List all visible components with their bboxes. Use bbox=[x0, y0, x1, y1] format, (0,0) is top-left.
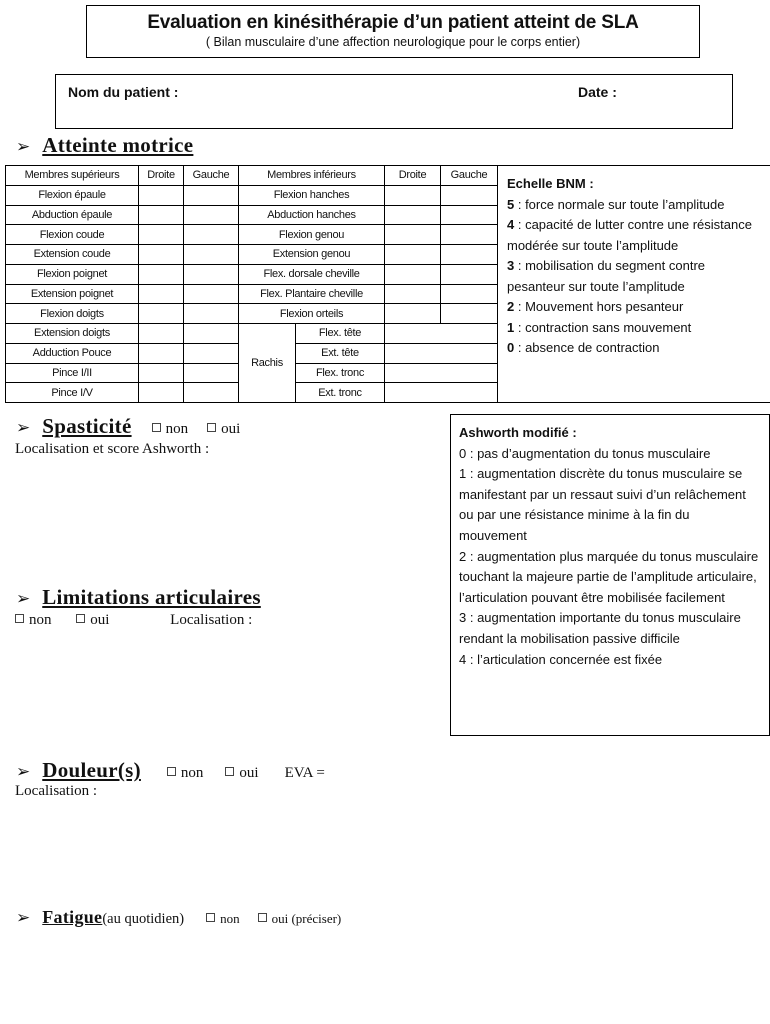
rachis-label: Rachis bbox=[239, 324, 296, 403]
spasticity-oui-label: oui bbox=[221, 421, 241, 437]
lower-gauche-cell[interactable] bbox=[441, 264, 498, 284]
upper-gauche-cell[interactable] bbox=[184, 205, 239, 225]
upper-gauche-cell[interactable] bbox=[184, 383, 239, 403]
lower-gauche-cell[interactable] bbox=[441, 284, 498, 304]
bnm-scale-grade: 1 bbox=[507, 319, 515, 335]
rachis-score-cell[interactable] bbox=[385, 383, 498, 403]
bnm-scale-grade: 4 bbox=[507, 217, 515, 232]
page-subtitle: ( Bilan musculaire d’une affection neurologique pour le corps entier) bbox=[205, 35, 581, 49]
title-box bbox=[86, 5, 700, 58]
motor-table bbox=[5, 165, 770, 403]
upper-gauche-cell[interactable] bbox=[184, 264, 239, 284]
bnm-scale-description: : contraction sans mouvement bbox=[514, 319, 692, 335]
fatigue-oui-label: oui (préciser) bbox=[271, 911, 342, 926]
lower-muscle-label: Extension genou bbox=[239, 245, 385, 265]
lower-droite-cell[interactable] bbox=[385, 225, 441, 245]
rachis-muscle-label: Flex. tronc bbox=[296, 363, 385, 383]
upper-gauche-cell[interactable] bbox=[184, 185, 239, 205]
fatigue-heading-text: Fatigue bbox=[42, 907, 103, 927]
upper-muscle-label: Flexion coude bbox=[6, 225, 139, 245]
fatigue-oui-checkbox[interactable] bbox=[258, 911, 342, 927]
upper-muscle-label: Extension poignet bbox=[6, 284, 139, 304]
bnm-scale-grade: 5 bbox=[507, 196, 515, 212]
bnm-scale-grade: 0 bbox=[507, 340, 515, 355]
pain-localisation: Localisation : bbox=[15, 783, 98, 799]
spasticity-non-checkbox[interactable] bbox=[152, 421, 189, 438]
lower-muscle-label: Flexion genou bbox=[239, 225, 385, 245]
bnm-scale-item bbox=[507, 338, 764, 359]
upper-muscle-label: Extension doigts bbox=[6, 324, 139, 344]
rachis-score-cell[interactable] bbox=[385, 324, 498, 344]
upper-muscle-label: Pince I/V bbox=[6, 383, 139, 403]
pain-oui-checkbox[interactable] bbox=[225, 765, 258, 782]
limitations-heading-text: Limitations articulaires bbox=[42, 585, 261, 609]
bnm-scale-item bbox=[507, 195, 764, 216]
pain-non-checkbox[interactable] bbox=[167, 765, 204, 782]
upper-droite-cell[interactable] bbox=[139, 363, 184, 383]
lower-muscle-label: Flex. dorsale cheville bbox=[239, 264, 385, 284]
motor-heading-text: Atteinte motrice bbox=[42, 133, 194, 157]
rachis-score-cell[interactable] bbox=[385, 343, 498, 363]
upper-muscle-label: Flexion doigts bbox=[6, 304, 139, 324]
bnm-scale-item bbox=[507, 318, 764, 339]
bnm-scale-item bbox=[507, 297, 764, 318]
upper-muscle-label: Flexion épaule bbox=[6, 185, 139, 205]
lower-droite-cell[interactable] bbox=[385, 205, 441, 225]
arrow-bullet-icon: ➢ bbox=[16, 418, 31, 438]
upper-droite-cell[interactable] bbox=[139, 304, 184, 324]
header-gauche: Gauche bbox=[441, 166, 498, 186]
upper-muscle-label: Abduction épaule bbox=[6, 205, 139, 225]
upper-gauche-cell[interactable] bbox=[184, 343, 239, 363]
table-header-row bbox=[6, 166, 770, 186]
bnm-scale-description: : capacité de lutter contre une résistance modérée sur toute l’amplitude bbox=[507, 217, 752, 253]
limitations-oui-checkbox[interactable] bbox=[76, 612, 109, 628]
pain-non-label: non bbox=[180, 765, 204, 781]
upper-gauche-cell[interactable] bbox=[184, 245, 239, 265]
upper-droite-cell[interactable] bbox=[139, 343, 184, 363]
bnm-scale-grade: 2 bbox=[507, 299, 515, 314]
bnm-scale-item bbox=[507, 215, 764, 256]
lower-droite-cell[interactable] bbox=[385, 185, 441, 205]
bnm-scale-description: : absence de contraction bbox=[514, 340, 660, 355]
upper-gauche-cell[interactable] bbox=[184, 324, 239, 344]
lower-muscle-label: Flexion hanches bbox=[239, 185, 385, 205]
spasticity-oui-checkbox[interactable] bbox=[207, 421, 240, 438]
bnm-scale-item bbox=[507, 256, 764, 297]
fatigue-suffix: (au quotidien) bbox=[102, 911, 185, 927]
upper-droite-cell[interactable] bbox=[139, 383, 184, 403]
ashworth-box bbox=[450, 414, 770, 736]
pain-heading-text: Douleur(s) bbox=[42, 758, 141, 782]
bnm-scale-title: Echelle BNM : bbox=[507, 176, 594, 191]
upper-muscle-label: Adduction Pouce bbox=[6, 343, 139, 363]
upper-droite-cell[interactable] bbox=[139, 225, 184, 245]
upper-droite-cell[interactable] bbox=[139, 324, 184, 344]
header-droite: Droite bbox=[139, 166, 184, 186]
lower-gauche-cell[interactable] bbox=[441, 185, 498, 205]
lower-muscle-label: Abduction hanches bbox=[239, 205, 385, 225]
upper-droite-cell[interactable] bbox=[139, 185, 184, 205]
header-droite: Droite bbox=[385, 166, 441, 186]
ashworth-item: 4 : l’articulation concernée est fixée bbox=[459, 651, 663, 667]
spasticity-heading bbox=[16, 414, 240, 439]
upper-muscle-label: Flexion poignet bbox=[6, 264, 139, 284]
spasticity-non-label: non bbox=[165, 421, 189, 437]
limitations-non-label: non bbox=[29, 612, 52, 628]
lower-gauche-cell[interactable] bbox=[441, 205, 498, 225]
upper-gauche-cell[interactable] bbox=[184, 363, 239, 383]
ashworth-title: Ashworth modifié : bbox=[459, 425, 577, 440]
fatigue-non-label: non bbox=[220, 911, 240, 926]
limitations-options bbox=[15, 612, 252, 629]
lower-droite-cell[interactable] bbox=[385, 284, 441, 304]
upper-muscle-label: Pince I/II bbox=[6, 363, 139, 383]
upper-muscle-label: Extension coude bbox=[6, 245, 139, 265]
motor-heading bbox=[16, 133, 193, 158]
limitations-localisation: Localisation : bbox=[170, 612, 253, 628]
limitations-oui-label: oui bbox=[90, 612, 110, 628]
ashworth-item: 1 : augmentation discrète du tonus musculaire se manifestant par un ressaut suivi d’un relâchement ou par une résistance minime à la fin du mouvement bbox=[459, 466, 746, 543]
lower-muscle-label: Flexion orteils bbox=[239, 304, 385, 324]
upper-droite-cell[interactable] bbox=[139, 264, 184, 284]
lower-droite-cell[interactable] bbox=[385, 264, 441, 284]
lower-droite-cell[interactable] bbox=[385, 245, 441, 265]
upper-droite-cell[interactable] bbox=[139, 245, 184, 265]
pain-eva-field: EVA = bbox=[284, 765, 325, 781]
ashworth-item: 3 : augmentation importante du tonus musculaire rendant la mobilisation passive difficile bbox=[459, 610, 741, 646]
header-upper-limbs: Membres supérieurs bbox=[6, 166, 139, 186]
limitations-non-checkbox[interactable] bbox=[15, 612, 52, 628]
bnm-scale-legend bbox=[498, 166, 770, 403]
page-title: Evaluation en kinésithérapie d’un patient atteint de SLA bbox=[147, 12, 639, 33]
lower-droite-cell[interactable] bbox=[385, 304, 441, 324]
date-label: Date : bbox=[578, 84, 617, 100]
upper-gauche-cell[interactable] bbox=[184, 304, 239, 324]
arrow-bullet-icon: ➢ bbox=[16, 137, 31, 157]
bnm-scale-grade: 3 bbox=[507, 258, 515, 273]
lower-muscle-label: Flex. Plantaire cheville bbox=[239, 284, 385, 304]
header-gauche: Gauche bbox=[184, 166, 239, 186]
lower-gauche-cell[interactable] bbox=[441, 245, 498, 265]
pain-oui-label: oui bbox=[239, 765, 259, 781]
ashworth-item: 2 : augmentation plus marquée du tonus musculaire touchant la majeure partie de l’amplitude articulaire, l’articulation pouvant être mobilisée facilement bbox=[459, 548, 759, 605]
spasticity-localisation: Localisation et score Ashworth : bbox=[15, 441, 210, 457]
rachis-muscle-label: Ext. tronc bbox=[296, 383, 385, 403]
rachis-muscle-label: Flex. tête bbox=[296, 324, 385, 344]
lower-gauche-cell[interactable] bbox=[441, 304, 498, 324]
limitations-heading bbox=[16, 585, 261, 610]
pain-heading bbox=[16, 758, 325, 783]
bnm-scale-description: : Mouvement hors pesanteur bbox=[514, 299, 684, 314]
fatigue-non-checkbox[interactable] bbox=[206, 911, 240, 927]
bnm-scale-description: : force normale sur toute l’amplitude bbox=[514, 196, 725, 212]
spasticity-heading-text: Spasticité bbox=[42, 414, 132, 438]
ashworth-item: 0 : pas d’augmentation du tonus musculaire bbox=[459, 445, 711, 461]
lower-gauche-cell[interactable] bbox=[441, 225, 498, 245]
arrow-bullet-icon: ➢ bbox=[16, 908, 31, 928]
rachis-muscle-label: Ext. tête bbox=[296, 343, 385, 363]
patient-box bbox=[55, 74, 733, 129]
header-lower-limbs: Membres inférieurs bbox=[239, 166, 385, 186]
patient-name-label: Nom du patient : bbox=[68, 84, 179, 100]
fatigue-heading bbox=[16, 907, 341, 928]
rachis-score-cell[interactable] bbox=[385, 363, 498, 383]
arrow-bullet-icon: ➢ bbox=[16, 762, 31, 782]
upper-gauche-cell[interactable] bbox=[184, 225, 239, 245]
upper-gauche-cell[interactable] bbox=[184, 284, 239, 304]
arrow-bullet-icon: ➢ bbox=[16, 589, 31, 609]
upper-droite-cell[interactable] bbox=[139, 284, 184, 304]
bnm-scale-description: : mobilisation du segment contre pesanteur sur toute l’amplitude bbox=[507, 258, 706, 294]
upper-droite-cell[interactable] bbox=[139, 205, 184, 225]
